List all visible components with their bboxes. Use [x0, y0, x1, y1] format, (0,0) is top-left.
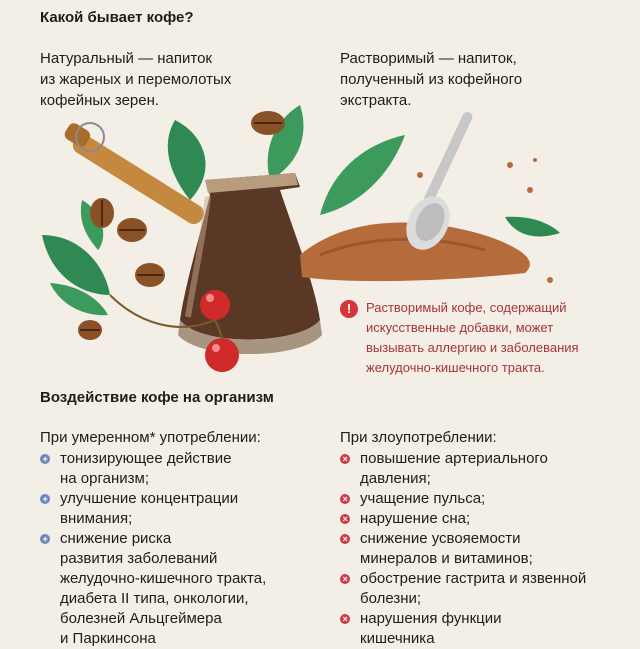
item-line: минералов и витаминов;: [360, 550, 533, 567]
list-item: [40, 529, 330, 649]
abuse-list: [340, 449, 635, 649]
item-line: болезней Альцгеймера: [60, 610, 222, 627]
natural-line: из жареных и перемолотых: [40, 71, 232, 88]
item-line: внимания;: [60, 510, 133, 527]
item-line: нарушение сна;: [360, 510, 471, 527]
warning-line: искусственные добавки, может: [366, 320, 554, 335]
list-item: [340, 489, 635, 509]
item-line: и Паркинсона: [60, 630, 156, 647]
warning-text: [366, 298, 616, 378]
list-item: [340, 509, 635, 529]
minus-bullet-icon: ×: [340, 494, 350, 504]
alert-icon: !: [340, 300, 358, 318]
item-line: улучшение концентрации: [60, 490, 239, 507]
heading-coffee-types: Какой бывает кофе?: [40, 9, 194, 26]
minus-bullet-icon: ×: [340, 454, 350, 464]
cezve-icon: [178, 173, 322, 354]
list-item: [340, 609, 635, 649]
item-line: тонизирующее действие: [60, 450, 232, 467]
heading-coffee-effects: Воздействие кофе на организм: [40, 389, 274, 406]
list-item: [40, 449, 330, 489]
plus-bullet-icon: +: [40, 494, 50, 504]
warning-line: вызывать аллергию и заболевания: [366, 340, 579, 355]
plus-bullet-icon: +: [40, 454, 50, 464]
minus-bullet-icon: ×: [340, 514, 350, 524]
natural-coffee-description: [40, 48, 231, 111]
moderate-use-title: При умеренном* употреблении:: [40, 429, 261, 446]
instant-line: Растворимый — напиток,: [340, 50, 517, 67]
moderate-use-list: [40, 449, 330, 649]
list-item: [340, 569, 635, 609]
natural-line: кофейных зерен.: [40, 92, 160, 109]
item-line: болезни;: [360, 590, 422, 607]
item-line: развития заболеваний: [60, 550, 218, 567]
list-item: [340, 449, 635, 489]
item-line: повышение артериального: [360, 450, 548, 467]
instant-coffee-description: [340, 48, 522, 111]
item-line: на организм;: [60, 470, 149, 487]
list-item: [40, 489, 330, 529]
natural-line: Натуральный — напиток: [40, 50, 212, 67]
item-line: диабета II типа, онкологии,: [60, 590, 249, 607]
coffee-berry-icons: [110, 290, 239, 372]
item-line: нарушения функции: [360, 610, 502, 627]
item-line: снижение усвояемости: [360, 530, 521, 547]
instant-line: полученный из кофейного: [340, 71, 523, 88]
plus-bullet-icon: +: [40, 534, 50, 544]
minus-bullet-icon: ×: [340, 574, 350, 584]
item-line: желудочно-кишечного тракта,: [60, 570, 267, 587]
item-line: учащение пульса;: [360, 490, 486, 507]
instant-line: экстракта.: [340, 92, 412, 109]
minus-bullet-icon: ×: [340, 534, 350, 544]
item-line: обострение гастрита и язвенной: [360, 570, 587, 587]
warning-line: Растворимый кофе, содержащий: [366, 300, 567, 315]
warning-line: желудочно-кишечного тракта.: [366, 360, 545, 375]
list-item: [340, 529, 635, 569]
abuse-title: При злоупотреблении:: [340, 429, 497, 446]
item-line: давления;: [360, 470, 431, 487]
minus-bullet-icon: ×: [340, 614, 350, 624]
item-line: кишечника: [360, 630, 435, 647]
item-line: снижение риска: [60, 530, 172, 547]
